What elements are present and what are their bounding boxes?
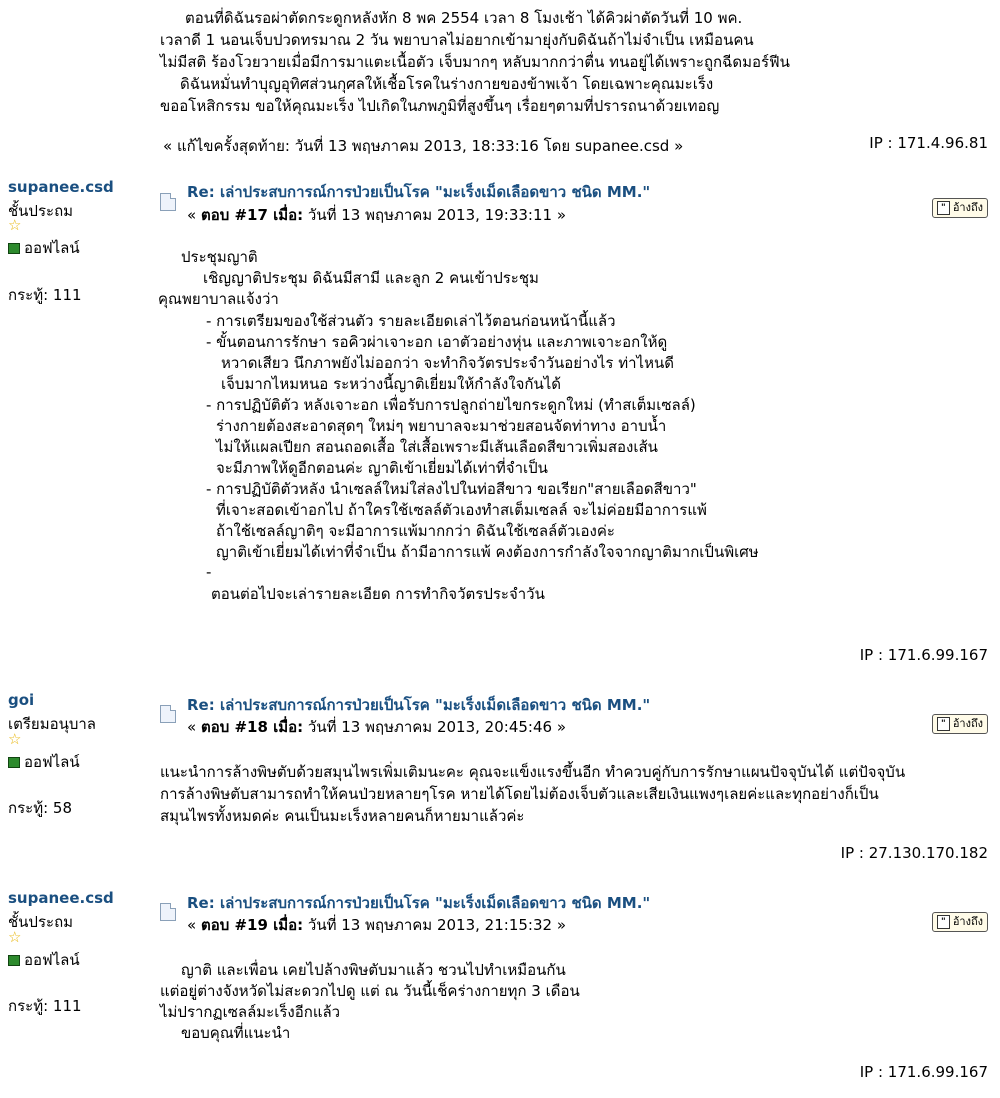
- ip-address: IP : 27.130.170.182: [840, 844, 988, 862]
- post-count: กระทู้: 111: [8, 997, 82, 1015]
- reply-number: ตอบ #19 เมื่อ:: [200, 916, 304, 934]
- post-document-icon: [160, 193, 176, 211]
- quote-icon: ": [937, 915, 950, 929]
- post-body-line: เจ็บมากไหมหนอ ระหว่างนี้ญาติเยี่ยมให้กำลังใจกันได้: [221, 375, 561, 393]
- quote-button[interactable]: [932, 198, 988, 218]
- post-document-icon: [160, 705, 176, 723]
- offline-status-icon: [8, 243, 20, 254]
- post-body-line: ตอนที่ดิฉันรอผ่าตัดกระดูกหลังหัก 8 พค 2554 เวลา 8 โมงเช้า ได้คิวผ่าตัดวันที่ 10 พค.: [185, 9, 743, 27]
- post-body-line: - ขั้นตอนการรักษา รอคิวผ่าเจาะอก เอาตัวอย่างหุ่น และภาพเจาะอกให้ดู: [206, 333, 668, 351]
- post-body-line: เชิญญาติประชุม ดิฉันมีสามี และลูก 2 คนเข้าประชุม: [203, 269, 539, 287]
- post-body-line: - การปฏิบัติตัว หลังเจาะอก เพื่อรับการปลูกถ่ายไขกระดูกใหม่ (ทำสเต็มเซลล์): [206, 396, 696, 414]
- post-count: กระทู้: 111: [8, 286, 82, 304]
- online-status-label: ออฟไลน์: [24, 753, 80, 771]
- post-body-line: แนะนำการล้างพิษตับด้วยสมุนไพรเพิ่มเติมนะคะ คุณจะแข็งแรงขึ้นอีก ทำควบคู่กับการรักษาแผนปัจจุบันได้ แต่ปัจจุบัน: [160, 763, 906, 781]
- rank-star-icon: ☆: [8, 928, 22, 946]
- quote-icon: ": [937, 201, 950, 215]
- member-rank: ชั้นประถม: [8, 913, 74, 931]
- post-body-line: ไม่มีสติ ร้องโวยวายเมื่อมีการมาแตะเนื้อตัว เจ็บมากๆ หลับมากกว่าตื่น ทนอยู่ได้เพราะถูกฉีดมอร์ฟีน: [160, 53, 790, 71]
- post-body-line: การล้างพิษตับสามารถทำให้คนป่วยหลายๆโรค หายได้โดยไม่ต้องเจ็บตัวและเสียเงินแพงๆเลยค่ะและทุกอย่างก็เป็น: [160, 785, 879, 803]
- post-body-line: - การเตรียมของใช้ส่วนตัว รายละเอียดเล่าไว้ตอนก่อนหน้านี้แล้ว: [206, 312, 616, 330]
- post-body-line: ญาติ และเพื่อน เคยไปล้างพิษตับมาแล้ว ชวนไปทำเหมือนกัน: [181, 961, 566, 979]
- post-meta: « ตอบ #18 เมื่อ: วันที่ 13 พฤษภาคม 2013, 20:45:46 »: [187, 718, 566, 736]
- reply-number: ตอบ #17 เมื่อ:: [200, 206, 304, 224]
- quote-button-label: อ้างถึง: [952, 717, 983, 730]
- post-body-line: สมุนไพรทั้งหมดค่ะ คนเป็นมะเร็งหลายคนก็หายมาแล้วค่ะ: [160, 807, 525, 825]
- online-status: [8, 236, 80, 260]
- offline-status-icon: [8, 757, 20, 768]
- post-body-line: เวลาดี 1 นอนเจ็บปวดทรมาณ 2 วัน พยาบาลไม่อยากเข้ามายุ่งกับดิฉันถ้าไม่จำเป็น เหมือนคน: [160, 31, 754, 49]
- quote-button[interactable]: [932, 714, 988, 734]
- post-body-line: -: [206, 563, 212, 581]
- post-body-line: ถ้าใช้เซลล์ญาติๆ จะมีอาการแพ้มากกว่า ดิฉันใช้เซลล์ตัวเองค่ะ: [216, 522, 615, 540]
- post-body-line: ประชุมญาติ: [181, 248, 258, 266]
- post-body-line: ตอนต่อไปจะเล่ารายละเอียด การทำกิจวัตรประจำวัน: [211, 585, 545, 603]
- post-subject-link[interactable]: Re: เล่าประสบการณ์การป่วยเป็นโรค "มะเร็งเม็ดเลือดขาว ชนิด MM.": [187, 894, 651, 912]
- post-document-icon: [160, 903, 176, 921]
- post-body-line: ญาติเข้าเยี่ยมได้เท่าที่จำเป็น ถ้ามีอาการแพ้ คงต้องการกำลังใจจากญาติมากเป็นพิเศษ: [216, 543, 759, 561]
- member-rank: เตรียมอนุบาล: [8, 715, 97, 733]
- ip-address: IP : 171.6.99.167: [859, 646, 988, 664]
- post-body-line: ดิฉันหมั่นทำบุญอุทิศส่วนกุศลให้เชื้อโรคในร่างกายของข้าพเจ้า โดยเฉพาะคุณมะเร็ง: [180, 75, 714, 93]
- rank-star-icon: ☆: [8, 730, 22, 748]
- quote-button[interactable]: [932, 912, 988, 932]
- post-body-line: - การปฏิบัติตัวหลัง นำเซลล์ใหม่ใส่ลงไปในท่อสีขาว ขอเรียก"สายเลือดสีขาว": [206, 480, 697, 498]
- reply-number: ตอบ #18 เมื่อ:: [200, 718, 304, 736]
- ip-address: IP : 171.4.96.81: [869, 134, 988, 152]
- online-status-label: ออฟไลน์: [24, 951, 80, 969]
- post-date: วันที่ 13 พฤษภาคม 2013, 21:15:32 »: [307, 916, 566, 934]
- post-body-line: ขอบคุณที่แนะนำ: [181, 1024, 291, 1042]
- post-count: กระทู้: 58: [8, 799, 72, 817]
- post-meta: « ตอบ #17 เมื่อ: วันที่ 13 พฤษภาคม 2013, 19:33:11 »: [187, 206, 566, 224]
- post-body-line: ขออโหสิกรรม ขอให้คุณมะเร็ง ไปเกิดในภพภูมิที่สูงขึ้นๆ เรื่อยๆตามที่ปรารถนาด้วยเทอญ: [160, 97, 720, 115]
- ip-address: IP : 171.6.99.167: [859, 1063, 988, 1081]
- quote-button-label: อ้างถึง: [952, 201, 983, 214]
- member-rank: ชั้นประถม: [8, 202, 74, 220]
- post-body-line: ไม่ให้แผลเปียก สอนถอดเสื้อ ใส่เสื้อเพราะมีเส้นเลือดสีขาวเพิ่มสองเส้น: [216, 438, 658, 456]
- rank-star-icon: ☆: [8, 216, 22, 234]
- poster-name[interactable]: goi: [8, 691, 35, 709]
- last-edit-note: « แก้ไขครั้งสุดท้าย: วันที่ 13 พฤษภาคม 2013, 18:33:16 โดย supanee.csd »: [163, 137, 684, 155]
- post-date: วันที่ 13 พฤษภาคม 2013, 20:45:46 »: [307, 718, 566, 736]
- post-body-line: ที่เจาะสอดเข้าอกไป ถ้าใครใช้เซลล์ตัวเองทำสเต็มเซลล์ จะไม่ค่อยมีอาการแพ้: [216, 501, 707, 519]
- post-subject-link[interactable]: Re: เล่าประสบการณ์การป่วยเป็นโรค "มะเร็งเม็ดเลือดขาว ชนิด MM.": [187, 183, 651, 201]
- post-meta: « ตอบ #19 เมื่อ: วันที่ 13 พฤษภาคม 2013, 21:15:32 »: [187, 916, 566, 934]
- post-body-line: คุณพยาบาลแจ้งว่า: [158, 290, 279, 308]
- poster-name[interactable]: supanee.csd: [8, 178, 114, 196]
- post-date: วันที่ 13 พฤษภาคม 2013, 19:33:11 »: [307, 206, 566, 224]
- post-body-line: แต่อยู่ต่างจังหวัดไม่สะดวกไปดู แต่ ณ วันนี้เช็คร่างกายทุก 3 เดือน: [160, 982, 580, 1000]
- post-body-line: หวาดเสียว นึกภาพยังไม่ออกว่า จะทำกิจวัตรประจำวันอย่างไร ท่าไหนดี: [221, 354, 674, 372]
- quote-button-label: อ้างถึง: [952, 915, 983, 928]
- post-body-line: ไม่ปรากฏเซลล์มะเร็งอีกแล้ว: [160, 1003, 341, 1021]
- post-subject-link[interactable]: Re: เล่าประสบการณ์การป่วยเป็นโรค "มะเร็งเม็ดเลือดขาว ชนิด MM.": [187, 696, 651, 714]
- offline-status-icon: [8, 955, 20, 966]
- post-body-line: จะมีภาพให้ดูอีกตอนค่ะ ญาติเข้าเยี่ยมได้เท่าที่จำเป็น: [216, 459, 548, 477]
- post-body-line: ร่างกายต้องสะอาดสุดๆ ใหม่ๆ พยาบาลจะมาช่วยสอนจัดท่าทาง อาบน้ำ: [216, 417, 667, 435]
- online-status: [8, 750, 80, 774]
- online-status-label: ออฟไลน์: [24, 239, 80, 257]
- poster-name[interactable]: supanee.csd: [8, 889, 114, 907]
- quote-icon: ": [937, 717, 950, 731]
- online-status: [8, 948, 80, 972]
